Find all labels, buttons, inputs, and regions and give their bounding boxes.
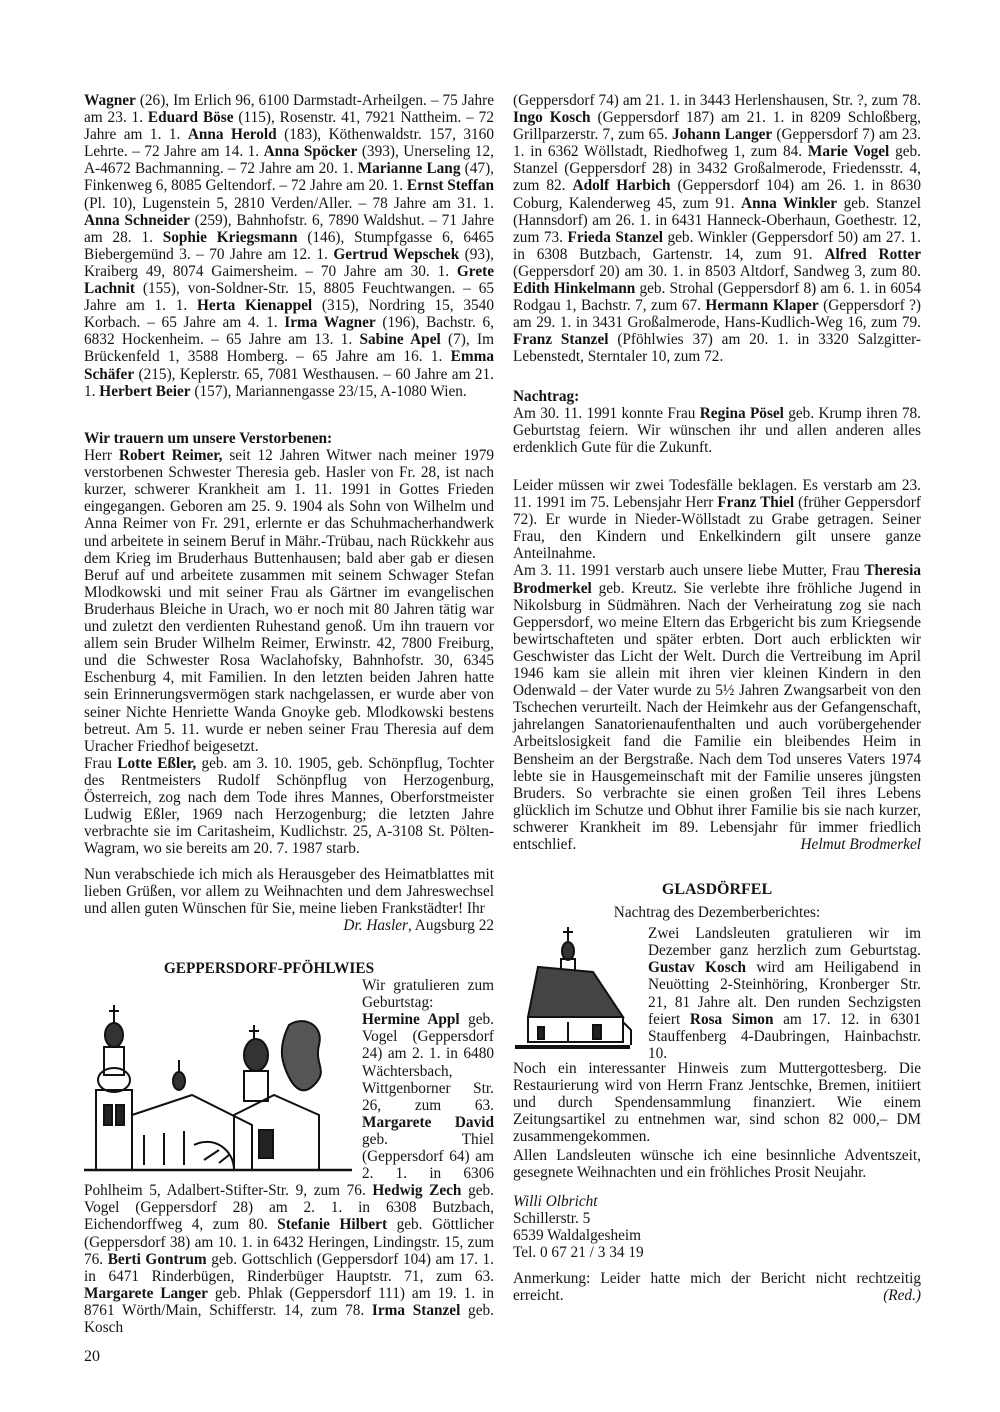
text-run: geb. Kreutz. Sie verlebte ihre fröhliche Jugend in Nikolsburg in Südmähren. Nach der Verheiratung zog sie nach Geppersdorf, wo meine Eltern das Erbgericht bis zum Kriegsende bewirtschafteten und später erbten. Dort auch erblickten wir Geschwister das Licht der Welt. Durch die Vertreibung im April 1946 kam sie allein mit ihren vier kleinen Kindern in den Odenwald – der Vater wurde zu 5½ Jahren Zwangsarbeit von den Tschechen verurteilt. Nach der Heimkehr aus der Gefangenschaft, jahrelangen Sanatorienaufenthalten und auch vorübergehender Arbeitslosigkeit fand die Familie ein bleibendes Heim in Bensheim an der Bergstraße. Nach dem Tod unseres Vaters 1974 lebte sie in Hausgemeinschaft mit der Familie unseres jüngsten Bruders. So verbrachte sie einen großen Teil ihres Lebens glücklich im Schutze und Obhut ihrer Familie bis sie nach kurzer, schwerer Krankheit im 89. Lebensjahr für immer friedlich entschlief. (513, 579, 921, 853)
person-name: Grete Lachnit (84, 262, 494, 298)
nachtrag-text (513, 405, 921, 456)
person-name: Sophie Kriegsmann (162, 228, 298, 246)
person-name: Edith Hinkelmann (513, 280, 636, 298)
author-phone: Tel. 0 67 21 / 3 34 19 (513, 1244, 644, 1262)
text-run: geb. Thiel (Geppersdorf 64) am 2. 1. in 6306 Pohlheim 5, Adalbert-Stifter-Str. 9, zum 76. (84, 1130, 494, 1200)
person-name: Alfred Rotter (824, 245, 921, 263)
text-run: Frau (84, 754, 118, 772)
person-name: Franz Thiel (717, 494, 795, 512)
nachtrag-section (513, 388, 921, 456)
text-run: Leider müssen wir zwei Todesfälle beklagen. Es verstarb am 23. 11. 1991 im 75. Lebensjahr Herr (513, 477, 921, 512)
signature-name: Dr. Hasler (343, 917, 408, 935)
person-name: Regina Pösel (699, 405, 784, 423)
text-run: geb. am 3. 10. 1905, geb. Schönpflug, Tochter des Rentmeisters Rudolf Schönpflug von Herzogenburg, Österreich, zog nach dem Tode ihres Mannes, Oberforstmeister Ludwig Eßler, 1969 nach Herzogenburg; die letzten Jahre verbrachte sie im Caritasheim, Kudlichstr. 25, A-3108 St. Pölten-Wagram, wo sie bereits am 20. 7. 1987 starb. (84, 754, 494, 858)
signature-place: , Augsburg 22 (408, 917, 494, 935)
person-name: Anna Spöcker (263, 143, 358, 161)
person-name: Robert Reimer, (118, 447, 223, 465)
chapel-illustration (513, 927, 638, 1057)
person-name: Lotte Eßler, (117, 754, 197, 772)
text-run: (Geppersdorf 74) am 21. 1. in 3443 Herlenshausen, Str. ?, zum 78. (513, 92, 921, 109)
church-village-illustration (84, 985, 352, 1177)
person-name: Frieda Stanzel (567, 228, 663, 246)
text-run: geb. Gottschlich (Geppersdorf 104) am 17. 1. in 6471 Rinderbügen, Rinderbüger Hauptstr. 71, zum 63. (84, 1250, 495, 1285)
text-run: (155), von-Soldner-Str. 15, 8805 Feuchtwangen. – 65 Jahre am 1. 1. (84, 280, 494, 315)
birthday-list-continued (513, 92, 921, 366)
text-run: wird am Heiligabend in Neuötting 2-Steinhöring, Kronberger Str. 21, 81 Jahre alt. Den runden Sechzigsten feiert (648, 959, 922, 1028)
text-run: geb. Stanzel (Geppersdorf 28) in 3432 Großalmerode, Friedensstr. 4, zum 82. (513, 143, 921, 195)
text-run: (146), Stumpfgasse 6, 6465 Biebergemünd 3. – 70 Jahre am 12. 1. (84, 228, 494, 263)
text-run: geb. Strohal (Geppersdorf 8) am 6. 1. in 6054 Rodgau 1, Bachstr. 7, zum 67. (513, 280, 922, 315)
geppersdorf-section (84, 960, 494, 1336)
text-run: seit 12 Jahren Witwer nach meiner 1979 verstorbenen Schwester Theresia geb. Hasler von Fr. 28, ist nach kurzer, schwerer Krankheit am 1. 11. 1991 in Gottes Frieden eingegangen. Geboren am 25. 9. 1904 als Sohn von Wilhelm und Anna Reimer von Fr. 291, erlernte er das Schuhmacherhandwerk und arbeitete in seinem Beruf in Mähr.-Trübau, nach Rückkehr aus dem Krieg im Bruderhaus Buttenhausen; bald aber gab er diesen Beruf auf und arbeitete zusammen mit seinem Schwager Stefan Mlodkowski und mit seiner Frau als Gärtner im evangelischen Bruderhaus Bleiche in Urach, wo er noch mit 80 Jahren tätig war und zuletzt den verdienten Ruhestand genoß. Um ihn trauern vor allem sein Bruder Wilhelm Reimer, Erwinstr. 42, 7800 Freiburg, und die Schwester Rosa Waclahofsky, Bahnhofstr. 30, 6345 Eschenburg 4, mit Familien. In den letzten beiden Jahren hatte sein Erinnerungsvermögen stark nachgelassen, er wurde aber von seiner Nichte Henriette Wanda Gnoyke geb. Mlodkowski bestens betreut. Am 5. 11. wurde er neben seiner Frau Theresia auf dem Uracher Friedhof beigesetzt. (84, 447, 494, 755)
section-heading: GEPPERSDORF-PFÖHLWIES (163, 960, 375, 977)
text-run: geb. Kosch (84, 1301, 494, 1336)
author-street: Schillerstr. 5 (513, 1210, 591, 1228)
geppersdorf-continued (513, 92, 921, 366)
text-run: (115), Rosenstr. 41, 7921 Nattheim. – 72 Jahre am 1. 1. (84, 109, 494, 144)
text-run: (157), Mariannengasse 23/15, A-1080 Wien. (190, 382, 467, 400)
text-run: Zwei Landsleuten gratulieren wir im Dezember ganz herzlich zum Geburtstag. (648, 925, 921, 960)
text-run: geb. Winkler (Geppersdorf 50) am 27. 1. in 6308 Butzbach, Gartenstr. 14, zum 91. (513, 228, 921, 263)
person-name: Berti Gontrum (107, 1250, 207, 1268)
person-name: Herta Kienappel (197, 297, 313, 315)
obituary-reimer (84, 447, 494, 755)
page-number: 20 (84, 1348, 100, 1365)
person-name: Stefanie Hilbert (277, 1216, 388, 1234)
farewell-text (84, 866, 494, 935)
text-run: Am 30. 11. 1991 konnte Frau (513, 405, 700, 423)
note-text: Anmerkung: Leider hatte mich der Bericht nicht rechtzeitig erreicht. (513, 1270, 921, 1305)
text-run: (183), Köthenwaldstr. 157, 3160 Lehrte. – 72 Jahre am 14. 1. (84, 126, 494, 161)
death-brodmerkel (513, 562, 921, 853)
text-run: geb. Stanzel (Hannsdorf) am 26. 1. in 6431 Hanneck-Oberhaun, Goethestr. 12, zum 73. (513, 194, 921, 246)
person-name: Anna Herold (187, 126, 277, 144)
person-name: Wagner (84, 92, 136, 109)
text-run: (Geppersdorf 187) am 21. 1. in 8209 Schloßberg, Grillparzerstr. 7, zum 65. (513, 109, 921, 144)
person-name: Marie Vogel (807, 143, 890, 161)
deaths-section (513, 477, 921, 853)
author-name: Willi Olbricht (513, 1193, 598, 1210)
text-run: (196), Bachstr. 6, 6832 Hockenheim. – 65 Jahre am 13. 1. (84, 314, 494, 349)
glasdoerfel-section (513, 881, 921, 1062)
person-name: Marianne Lang (357, 160, 461, 178)
section-heading: Nachtrag: (513, 388, 580, 405)
text-run: (7), Im Brückenfeld 1, 3588 Homberg. – 65 Jahre am 16. 1. (84, 331, 494, 366)
person-name: Margarete David (362, 1113, 494, 1131)
section-heading: Wir trauern um unsere Verstorbenen: (84, 430, 333, 447)
person-name: Adolf Harbich (572, 177, 671, 195)
text-run: (315), Nordring 15, 3540 Korbach. – 65 Jahre am 4. 1. (84, 297, 494, 332)
text-run: Wir gratulieren zum Geburtstag: (362, 977, 494, 1012)
text-run: (Geppersdorf 104) am 26. 1. in 8630 Coburg, Kalenderweg 45, zum 91. (513, 177, 922, 212)
farewell-body: Nun verabschiede ich mich als Herausgeber des Heimatblattes mit lieben Grüßen, vor allem zu Weihnachten und dem Jahreswechsel und allen guten Wünschen für Sie, meine lieben Frankstädter! Ihr (84, 866, 494, 918)
text-run: geb. Phlak (Geppersdorf 111) am 19. 1. in 8761 Wörth/Main, Schifferstr. 14, zum 78. (84, 1284, 494, 1319)
birthday-list-text (84, 92, 494, 400)
author-address (513, 1193, 921, 1261)
person-name: Emma Schäfer (84, 348, 494, 383)
text-run: (47), Finkenweg 6, 8085 Geltendorf. – 72 Jahre am 20. 1. (84, 160, 494, 195)
text-run: (93), Kraiberg 49, 8074 Gaimersheim. – 70 Jahre am 30. 1. (84, 245, 494, 280)
text-run: (früher Geppersdorf 72). Er wurde in Nieder-Wöllstadt zu Grabe getragen. Seiner Frau, den Kindern und Enkelkindern gilt unsere ganze Anteilnahme. (513, 494, 921, 563)
person-name: Anna Winkler (741, 194, 838, 212)
text-run: (Geppersdorf 20) am 30. 1. in 8503 Altdorf, Sandweg 3, zum 80. (513, 262, 921, 280)
text-run: (Pföhlwies 37) am 20. 1. in 3320 Salzgitter-Lebenstedt, Sterntaler 10, zum 72. (513, 331, 921, 366)
person-name: Eduard Böse (147, 109, 234, 127)
restoration-paragraph (513, 1060, 921, 1145)
text-run: geb. Göttlicher (Geppersdorf 38) am 10. 1. in 6432 Heringen, Lindingstr. 15, zum 76. (84, 1216, 495, 1268)
person-name: Hermine Appl (362, 1011, 460, 1029)
text-run: (Geppersdorf 7) am 23. 1. in 6362 Wöllstadt, Riedhofweg 1, zum 84. (513, 126, 921, 161)
text-run: (215), Keplerstr. 65, 7081 Westhausen. – 60 Jahre am 21. 1. (84, 365, 494, 400)
person-name: Johann Langer (671, 126, 773, 144)
note-signature: (Red.) (883, 1287, 921, 1305)
birthday-list-paragraph (84, 92, 494, 400)
obituaries-section (84, 430, 494, 857)
person-name: Ingo Kosch (513, 109, 591, 127)
text-run: am 17. 12. in 6301 Stauffenberg 4-Daubringen, Hainbachstr. 10. (648, 1010, 921, 1062)
text-run: Am 3. 11. 1991 verstarb auch unsere liebe Mutter, Frau (513, 562, 865, 580)
restoration-text: Noch ein interessanter Hinweis zum Muttergottesberg. Die Restaurierung wird von Herrn Franz Jentschke, Bremen, initiiert und durch Spendensammlung finanziert. Wie einem Zeitungsartikel zu entnehmen war, sind schon 82 000,– DM zusammengekommen. (513, 1060, 921, 1146)
person-name: Franz Stanzel (513, 331, 609, 349)
text-run: (26), Im Erlich 96, 6100 Darmstadt-Arheilgen. – 75 Jahre am 23. 1. (84, 92, 494, 127)
person-name: Sabine Apel (359, 331, 441, 349)
death-thiel (513, 477, 921, 562)
text-run: geb. Vogel (Geppersdorf 28) am 2. 1. in 6308 Butzbach, Eichendorffweg 4, zum 80. (84, 1182, 494, 1234)
text-run: geb. Krump ihren 78. Geburtstag feiern. Wir wünschen ihr und allen anderen alles erdenklich Gute für die Zukunft. (513, 405, 921, 457)
person-name: Herbert Beier (99, 382, 191, 400)
text-run: (259), Bahnhofstr. 6, 7890 Waldshut. – 71 Jahre am 28. 1. (84, 211, 494, 246)
author-city: 6539 Waldalgesheim (513, 1227, 642, 1245)
person-name: Ernst Steffan (406, 177, 494, 195)
text-run: (Pl. 10), Lugenstein 5, 2810 Verden/Aller. – 78 Jahre am 31. 1. (84, 194, 494, 212)
text-run: (Geppersdorf ?) am 29. 1. in 3431 Großalmerode, Hans-Kudlich-Weg 16, zum 79. (513, 297, 921, 332)
person-name: Rosa Simon (689, 1010, 774, 1028)
person-name: Hermann Klaper (705, 297, 819, 315)
wishes-text: Allen Landsleuten wünsche ich eine besinnliche Adventszeit, gesegnete Weihnachten und ein fröhliches Prosit Neujahr. (513, 1147, 921, 1182)
person-name: Gustav Kosch (648, 959, 746, 977)
person-name: Anna Schneider (84, 211, 190, 229)
person-name: Hedwig Zech (372, 1182, 462, 1200)
section-subheading: Nachtrag des Dezemberberichtes: (613, 904, 821, 922)
signature: Helmut Brodmerkel (800, 835, 921, 853)
editor-note (513, 1270, 921, 1304)
text-run: geb. Vogel (Geppersdorf 24) am 2. 1. in 6480 Wächtersbach, Wittgenborner Str. 26, zum 63. (362, 1011, 494, 1114)
person-name: Margarete Langer (84, 1284, 208, 1302)
person-name: Irma Wagner (284, 314, 376, 332)
farewell-paragraph (84, 866, 494, 934)
wishes-paragraph (513, 1147, 921, 1181)
text-run: (393), Unerseling 12, A-4672 Bachmanning. – 72 Jahre am 20. 1. (84, 143, 495, 178)
obituary-essler (84, 755, 494, 858)
text-run: Herr (84, 447, 119, 465)
person-name: Irma Stanzel (371, 1301, 461, 1319)
person-name: Gertrud Wepschek (333, 245, 460, 263)
person-name: Theresia Brodmerkel (513, 562, 921, 597)
section-heading: GLASDÖRFEL (661, 881, 773, 898)
